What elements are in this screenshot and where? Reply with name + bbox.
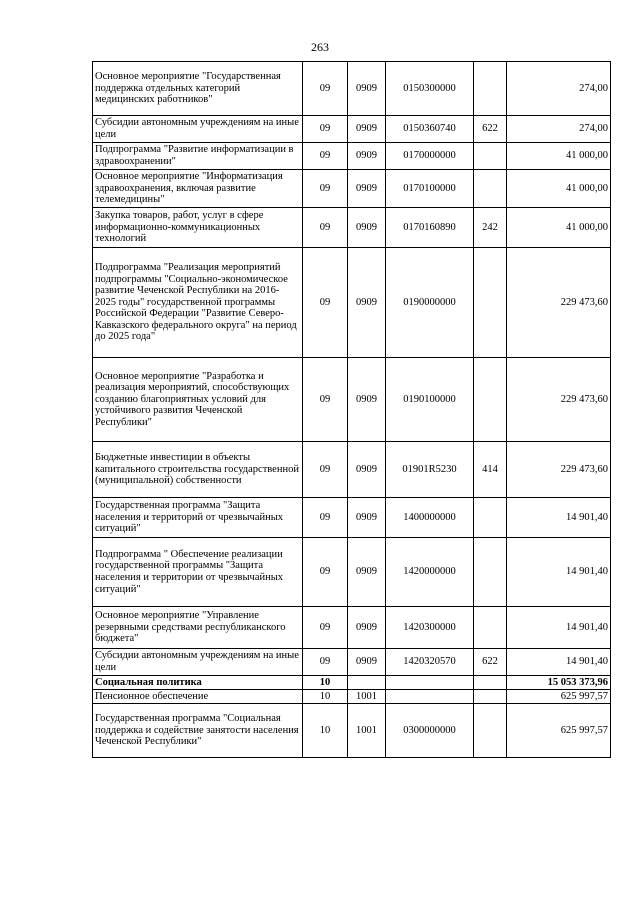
table-row	[93, 538, 611, 607]
row-section-code: 0909	[348, 116, 386, 143]
table-row	[93, 208, 611, 248]
row-expense-type	[474, 690, 507, 704]
table-row	[93, 704, 611, 758]
table-row	[93, 248, 611, 358]
table-row	[93, 62, 611, 116]
row-target-code: 1420000000	[386, 538, 474, 607]
row-section-code: 0909	[348, 498, 386, 538]
row-amount: 274,00	[507, 116, 611, 143]
row-ministry-code: 09	[303, 143, 348, 170]
row-expense-type: 622	[474, 649, 507, 676]
page-number: 263	[311, 40, 329, 54]
row-expense-type	[474, 704, 507, 758]
row-name: Субсидии автономным учреждениям на иные цели	[93, 116, 303, 143]
budget-table	[92, 61, 611, 758]
row-name: Закупка товаров, работ, услуг в сфере информационно-коммуникационных технологий	[93, 208, 303, 248]
row-target-code: 0170000000	[386, 143, 474, 170]
row-expense-type: 414	[474, 442, 507, 498]
row-section-code: 0909	[348, 649, 386, 676]
row-expense-type	[474, 143, 507, 170]
row-target-code: 1420320570	[386, 649, 474, 676]
row-expense-type	[474, 538, 507, 607]
row-ministry-code: 10	[303, 690, 348, 704]
row-name: Субсидии автономным учреждениям на иные цели	[93, 649, 303, 676]
table-row	[93, 498, 611, 538]
table-row	[93, 676, 611, 690]
row-expense-type	[474, 62, 507, 116]
row-amount: 625 997,57	[507, 704, 611, 758]
row-target-code	[386, 676, 474, 690]
row-ministry-code: 09	[303, 607, 348, 649]
row-ministry-code: 09	[303, 170, 348, 208]
row-section-code: 0909	[348, 358, 386, 442]
table-row	[93, 442, 611, 498]
row-section-code: 1001	[348, 690, 386, 704]
row-expense-type	[474, 498, 507, 538]
row-expense-type	[474, 170, 507, 208]
row-expense-type	[474, 358, 507, 442]
row-target-code	[386, 690, 474, 704]
row-name: Пенсионное обеспечение	[93, 690, 303, 704]
row-name: Основное мероприятие "Разработка и реализация мероприятий, способствующих созданию благоприятных условий для устойчивого развития Чеченской Республики"	[93, 358, 303, 442]
row-target-code: 0190000000	[386, 248, 474, 358]
row-target-code: 0300000000	[386, 704, 474, 758]
row-section-code: 0909	[348, 442, 386, 498]
row-target-code: 0170100000	[386, 170, 474, 208]
row-name: Основное мероприятие "Информатизация здравоохранения, включая развитие телемедицины"	[93, 170, 303, 208]
row-expense-type	[474, 676, 507, 690]
row-amount: 41 000,00	[507, 143, 611, 170]
row-target-code: 0170160890	[386, 208, 474, 248]
row-expense-type: 242	[474, 208, 507, 248]
row-name: Основное мероприятие "Управление резервными средствами республиканского бюджета"	[93, 607, 303, 649]
row-name: Подпрограмма " Обеспечение реализации государственной программы "Защита населения и территории от чрезвычайных ситуаций"	[93, 538, 303, 607]
row-amount: 14 901,40	[507, 538, 611, 607]
row-ministry-code: 09	[303, 442, 348, 498]
row-target-code: 0150360740	[386, 116, 474, 143]
row-target-code: 01901R5230	[386, 442, 474, 498]
row-name: Основное мероприятие "Государственная поддержка отдельных категорий медицинских работников"	[93, 62, 303, 116]
row-amount: 14 901,40	[507, 649, 611, 676]
row-ministry-code: 09	[303, 358, 348, 442]
row-amount: 229 473,60	[507, 248, 611, 358]
row-section-code: 0909	[348, 248, 386, 358]
table-row	[93, 690, 611, 704]
row-name: Бюджетные инвестиции в объекты капитального строительства государственной (муниципальной) собственности	[93, 442, 303, 498]
row-name: Государственная программа "Социальная поддержка и содействие занятости населения Чеченской Республики"	[93, 704, 303, 758]
row-ministry-code: 09	[303, 116, 348, 143]
row-ministry-code: 10	[303, 704, 348, 758]
row-name: Социальная политика	[93, 676, 303, 690]
row-section-code: 0909	[348, 607, 386, 649]
row-amount: 14 901,40	[507, 607, 611, 649]
row-expense-type: 622	[474, 116, 507, 143]
row-amount: 15 053 373,96	[507, 676, 611, 690]
row-name: Подпрограмма "Реализация мероприятий подпрограммы "Социально-экономическое развитие Чеченской Республики на 2016-2025 годы" государственной программы Российской Федерации "Развитие Северо-Кавказского федерального округа" на период до 2025 года"	[93, 248, 303, 358]
table-row	[93, 649, 611, 676]
row-section-code: 0909	[348, 143, 386, 170]
row-section-code: 0909	[348, 208, 386, 248]
row-ministry-code: 09	[303, 538, 348, 607]
table-row	[93, 116, 611, 143]
row-ministry-code: 09	[303, 62, 348, 116]
row-target-code: 0150300000	[386, 62, 474, 116]
row-ministry-code: 10	[303, 676, 348, 690]
table-row	[93, 358, 611, 442]
row-ministry-code: 09	[303, 208, 348, 248]
row-amount: 229 473,60	[507, 358, 611, 442]
row-section-code: 0909	[348, 170, 386, 208]
row-section-code: 1001	[348, 704, 386, 758]
row-amount: 274,00	[507, 62, 611, 116]
row-name: Подпрограмма "Развитие информатизации в здравоохранении"	[93, 143, 303, 170]
row-section-code: 0909	[348, 538, 386, 607]
row-section-code: 0909	[348, 62, 386, 116]
row-name: Государственная программа "Защита населения и территорий от чрезвычайных ситуаций"	[93, 498, 303, 538]
row-amount: 41 000,00	[507, 208, 611, 248]
row-amount: 229 473,60	[507, 442, 611, 498]
table-row	[93, 607, 611, 649]
table-row	[93, 143, 611, 170]
row-amount: 625 997,57	[507, 690, 611, 704]
row-target-code: 0190100000	[386, 358, 474, 442]
row-target-code: 1420300000	[386, 607, 474, 649]
row-ministry-code: 09	[303, 498, 348, 538]
row-amount: 14 901,40	[507, 498, 611, 538]
table-row	[93, 170, 611, 208]
row-ministry-code: 09	[303, 248, 348, 358]
row-amount: 41 000,00	[507, 170, 611, 208]
row-expense-type	[474, 607, 507, 649]
row-target-code: 1400000000	[386, 498, 474, 538]
row-section-code	[348, 676, 386, 690]
row-ministry-code: 09	[303, 649, 348, 676]
row-expense-type	[474, 248, 507, 358]
